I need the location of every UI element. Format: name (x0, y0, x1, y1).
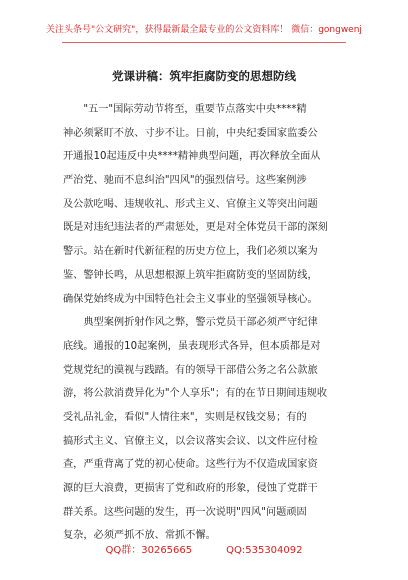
paragraph-line: 搞形式主义、官僚主义，以会议落实会议、以文件应付检 (63, 435, 318, 447)
paragraph-line: 底线。通报的10起案例，虽表现形式各异，但本质都是对 (63, 340, 321, 352)
paragraph-line: 查，严重背离了党的初心使命。这些行为不仅造成国家资 (63, 459, 318, 471)
page-title: 党课讲稿：筑牢拒腐防变的思想防线 (112, 69, 296, 83)
header-notice: 关注头条号"公文研究"，获得最新最全最专业的公文资料库！ 微信：gongwenj (46, 25, 362, 35)
paragraph-line: 确保党始终成为中国特色社会主义事业的坚强领导核心。 (63, 293, 318, 305)
paragraph-line: 开通报10起违反中央****精神典型问题，再次释放全面从 (63, 151, 321, 163)
paragraph-line: 源的巨大浪费，更损害了党和政府的形象，侵蚀了党群干 (63, 483, 318, 494)
body-paragraph (63, 98, 348, 311)
footer-contact (0, 541, 408, 556)
header-divider (62, 42, 346, 43)
paragraph-line: 既是对违纪违法者的严肃惩处，更是对全体党员干部的深刻 (63, 222, 328, 234)
paragraph-line: 受礼品礼金，看似"人情往来"，实则是权钱交易；有的 (63, 411, 307, 423)
paragraph-line: 神必须紧盯不放、寸步不让。日前，中央纪委国家监委公 (63, 127, 318, 139)
body-paragraph (63, 311, 348, 548)
paragraph-line: "五一"国际劳动节将至，重要节点落实中央****精 (63, 104, 307, 115)
paragraph-line: 游，将公款消费异化为"个人享乐"；有的在节日期间违规收 (63, 388, 328, 400)
paragraph-line: 鉴、警钟长鸣，从思想根源上筑牢拒腐防变的坚固防线， (63, 269, 318, 281)
paragraph-line: 严治党、驰而不息纠治"四风"的强烈信号。这些案例涉 (63, 175, 307, 187)
paragraph-line: 党规党纪的漠视与践踏。有的领导干部借公务之名公款旅 (63, 364, 318, 376)
paragraph-line: 复杂，必须严抓不放、常抓不懈。 (63, 530, 216, 542)
footer-qq-group: QQ群：30265665 (105, 545, 193, 556)
paragraph-line: 警示。站在新时代新征程的历史方位上，我们必须以案为 (63, 246, 318, 258)
paragraph-line: 群关系。这些问题的发生，再一次说明"四风"问题顽固 (63, 506, 307, 518)
paragraph-line: 典型案例折射作风之弊，警示党员干部必须严守纪律 (63, 317, 318, 329)
paragraph-line: 及公款吃喝、违规收礼、形式主义、官僚主义等突出问题 (63, 198, 318, 210)
footer-qq: QQ:535304092 (226, 545, 303, 556)
document-body (63, 98, 348, 548)
